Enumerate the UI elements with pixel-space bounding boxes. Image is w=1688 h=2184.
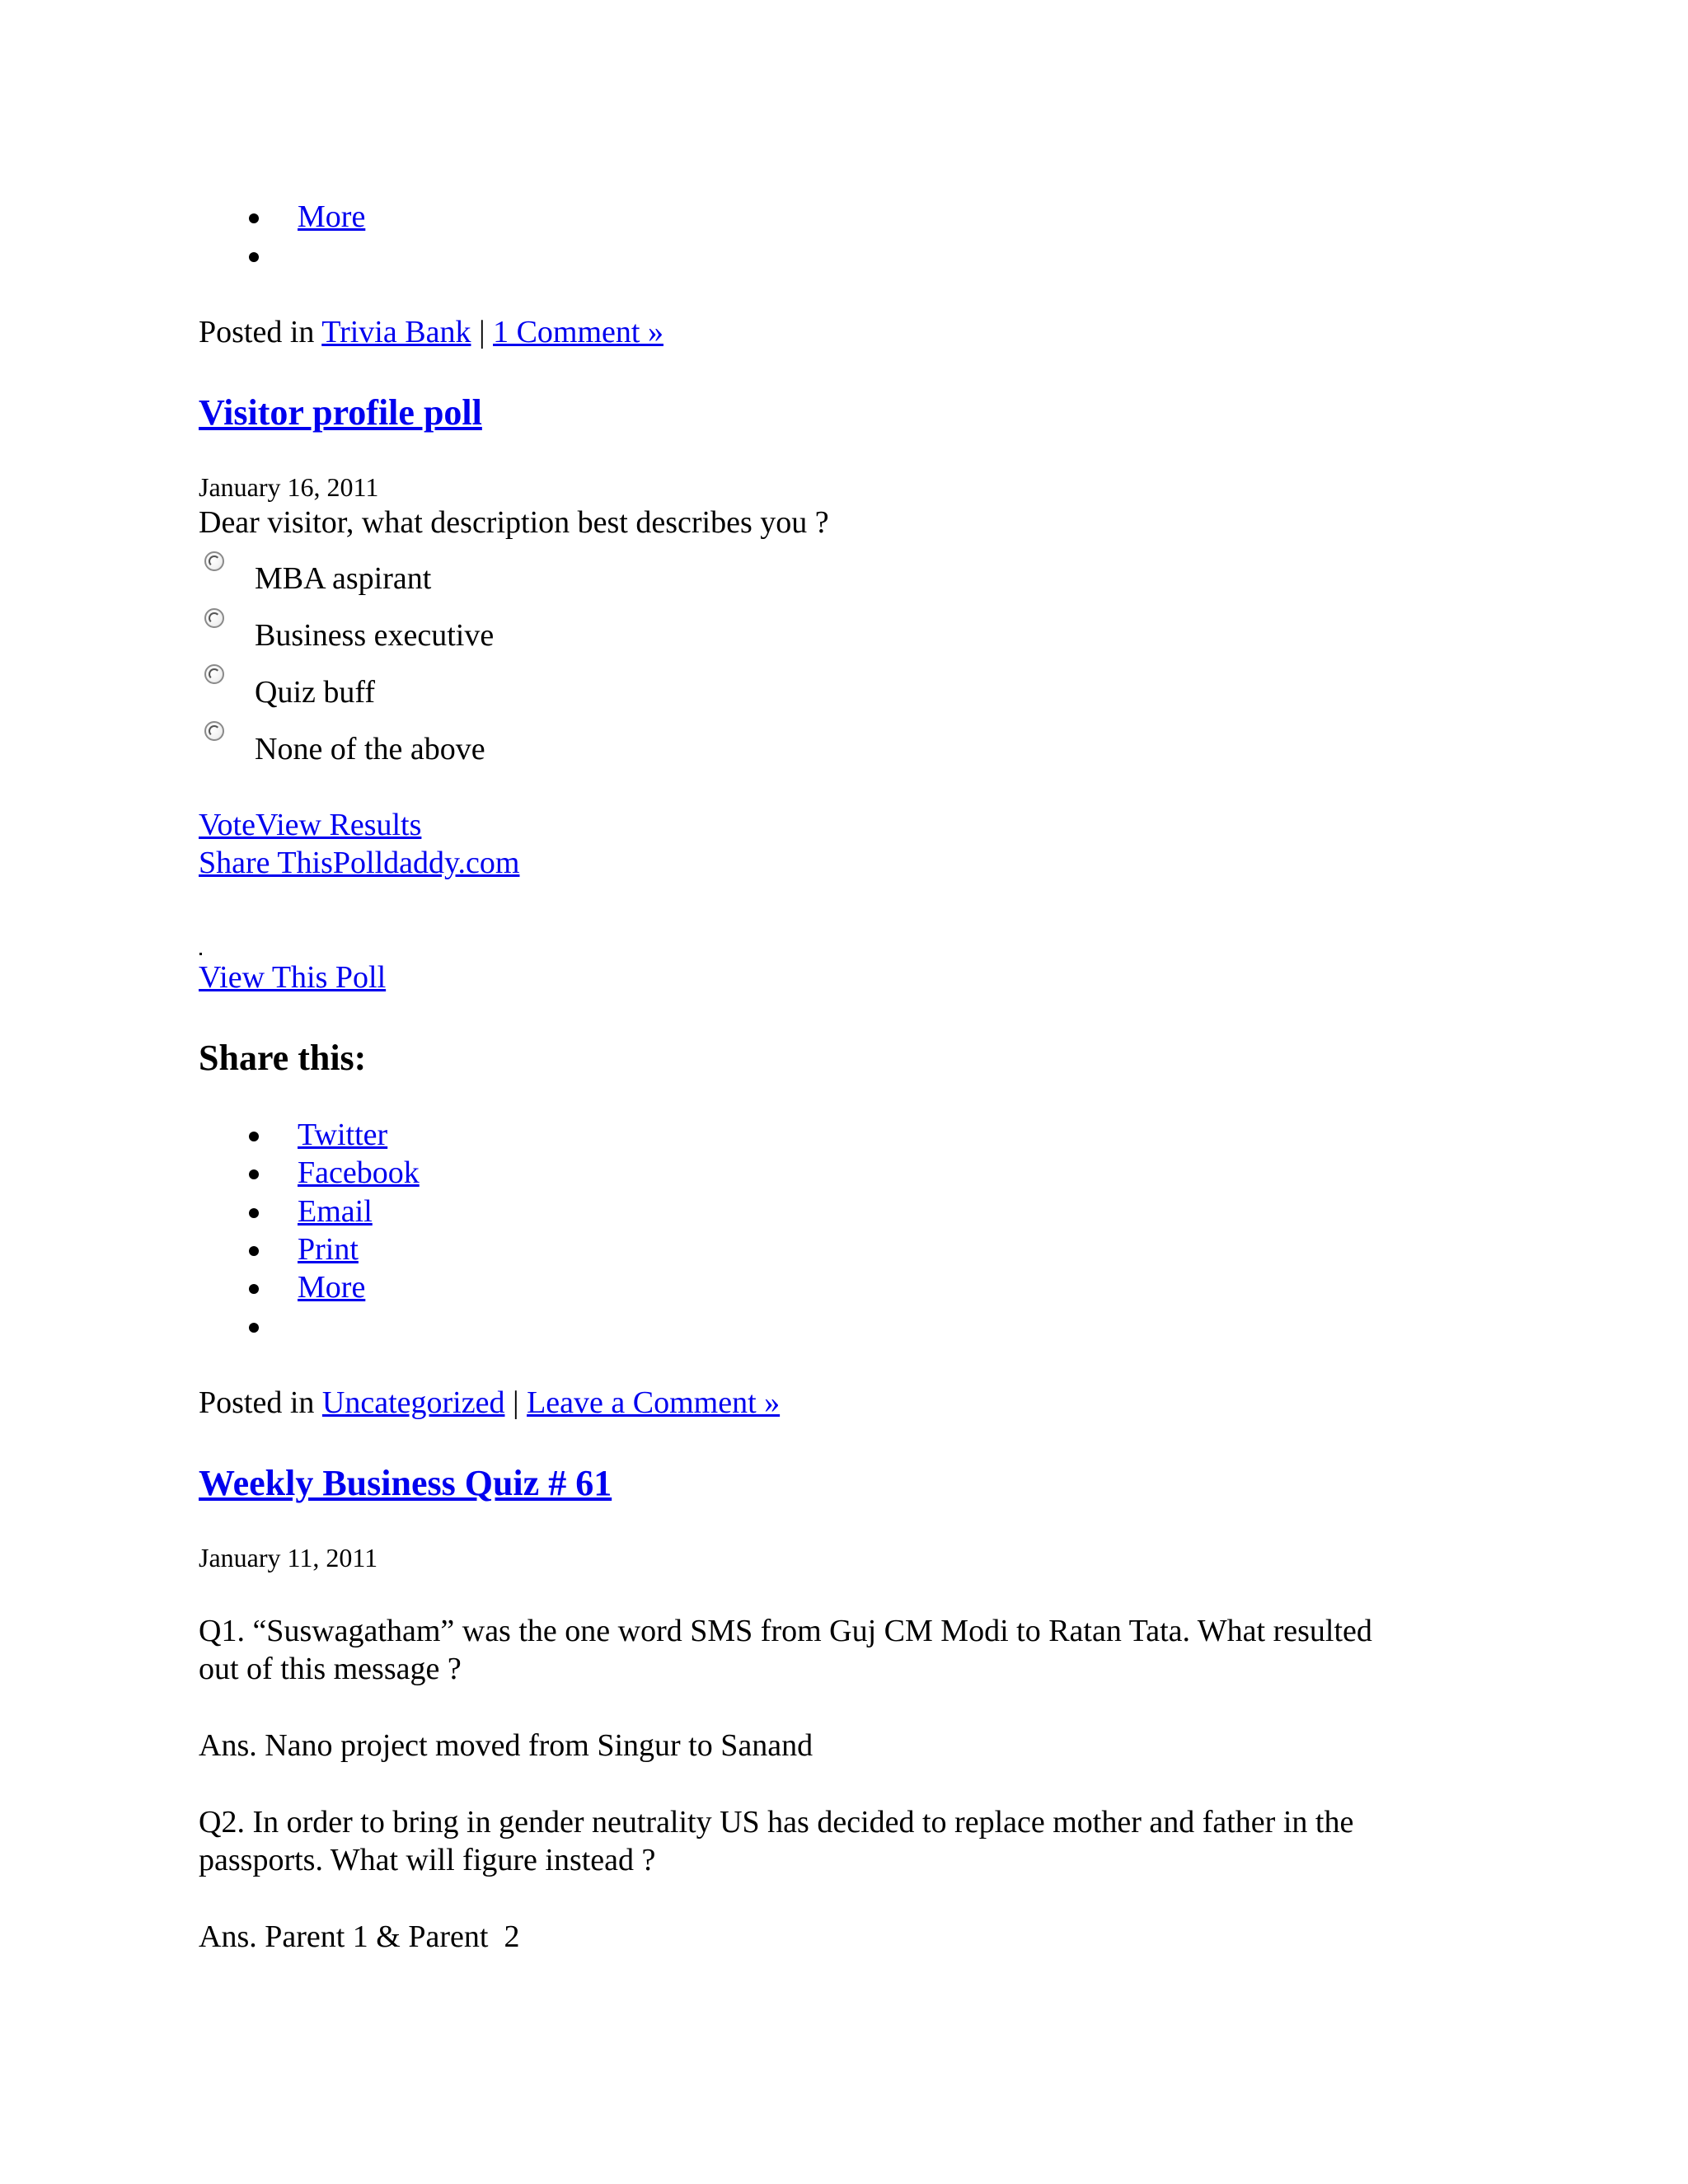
vote-results-link[interactable]: VoteView Results: [199, 808, 422, 842]
post-date: January 16, 2011: [199, 472, 379, 502]
quiz-answer-2: Ans. Parent 1 & Parent 2: [199, 1919, 520, 1954]
poll-option-label: Business executive: [255, 618, 495, 653]
share-polldaddy-link[interactable]: Share ThisPolldaddy.com: [199, 846, 520, 880]
quiz-question-1-line-2: out of this message ?: [199, 1652, 462, 1686]
post-date: January 11, 2011: [199, 1543, 378, 1572]
quiz-question-2-line-2: passports. What will figure instead ?: [199, 1843, 656, 1877]
share-twitter-link[interactable]: Twitter: [298, 1118, 388, 1152]
poll-option-label: None of the above: [255, 732, 485, 766]
comments-link[interactable]: 1 Comment »: [493, 315, 663, 349]
poll-option-radio-quiz[interactable]: [204, 664, 224, 684]
posted-in-label: Posted in: [199, 315, 322, 349]
share-email-link[interactable]: Email: [298, 1194, 373, 1229]
share-more-link-top[interactable]: More: [298, 199, 366, 234]
category-link-uncategorized[interactable]: Uncategorized: [321, 1385, 505, 1420]
quiz-question-1-line-1: Q1. “Suswagatham” was the one word SMS from Guj CM Modi to Ratan Tata. What resulted: [199, 1614, 1372, 1648]
list-bullet: [249, 213, 259, 223]
leave-comment-link[interactable]: Leave a Comment »: [527, 1385, 781, 1420]
poll-option-radio-business[interactable]: [204, 608, 224, 628]
share-heading: Share this:: [199, 1038, 367, 1078]
list-bullet: [249, 1208, 259, 1218]
poll-option-radio-mba[interactable]: [204, 551, 224, 571]
share-more-link[interactable]: More: [298, 1270, 366, 1305]
post-meta-trivia: [199, 313, 663, 351]
list-bullet: [249, 1246, 259, 1256]
list-bullet: [249, 1284, 259, 1294]
posted-in-label: Posted in: [199, 1385, 322, 1420]
quiz-question-2-line-1: Q2. In order to bring in gender neutrality US has decided to replace mother and father in the: [199, 1805, 1354, 1840]
list-bullet: [249, 1132, 259, 1141]
poll-option-radio-none[interactable]: [204, 721, 224, 741]
share-print-link[interactable]: Print: [298, 1232, 359, 1267]
post-title-visitor-poll[interactable]: Visitor profile poll: [199, 392, 482, 433]
meta-separator: |: [471, 315, 494, 349]
quiz-answer-1: Ans. Nano project moved from Singur to Sanand: [199, 1728, 814, 1763]
view-poll-link[interactable]: View This Poll: [199, 960, 387, 995]
poll-option-label: MBA aspirant: [255, 561, 432, 596]
post-title-weekly-quiz[interactable]: Weekly Business Quiz # 61: [199, 1463, 612, 1503]
list-bullet: [249, 252, 259, 262]
meta-separator: |: [504, 1385, 528, 1420]
share-facebook-link[interactable]: Facebook: [298, 1155, 420, 1190]
poll-question: Dear visitor, what description best describes you ?: [199, 505, 829, 540]
poll-option-label: Quiz buff: [255, 675, 375, 710]
tiny-dot: [199, 953, 202, 955]
post-meta-uncategorized: [199, 1384, 780, 1422]
list-bullet: [249, 1323, 259, 1333]
category-link-trivia-bank[interactable]: Trivia Bank: [321, 315, 471, 349]
list-bullet: [249, 1169, 259, 1179]
